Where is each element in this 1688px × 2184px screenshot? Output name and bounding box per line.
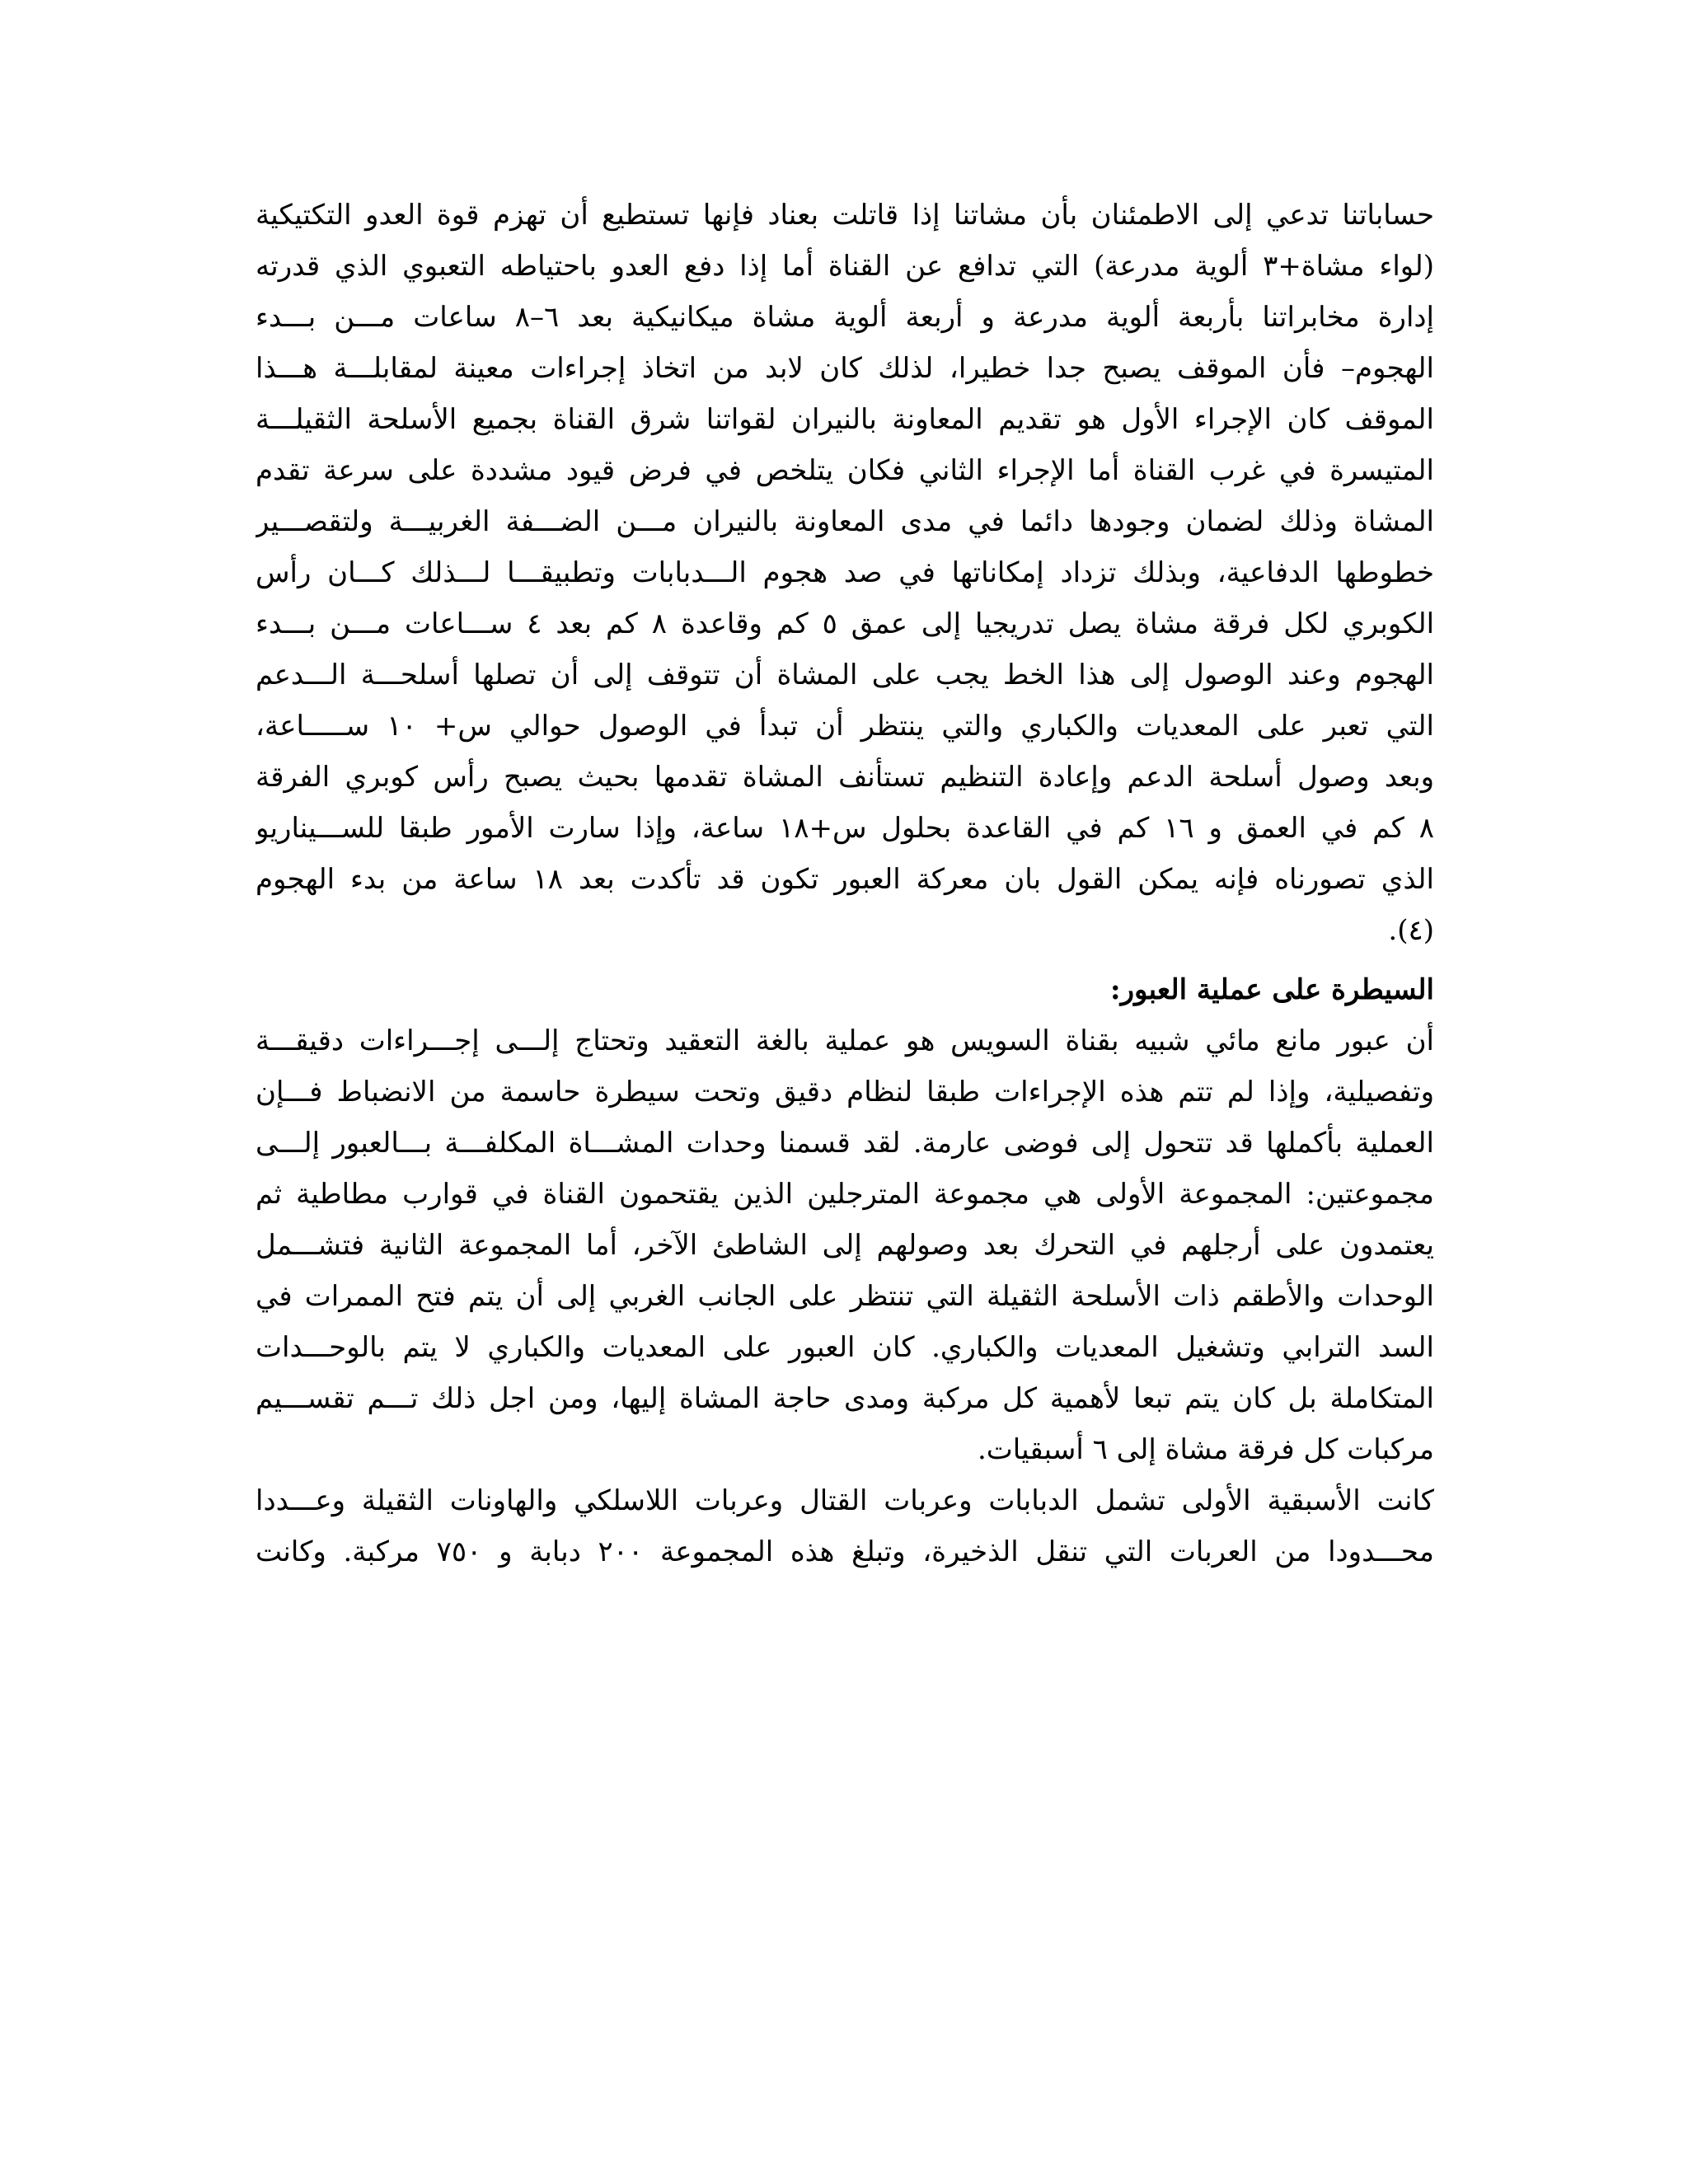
text-line: (لواء مشاة+٣ ألوية مدرعة) التي تدافع عن القناة أما إذا دفع العدو باحتياطه التعبوي الذي قدرته	[256, 250, 1434, 283]
section-heading: السيطرة على عملية العبور:	[1110, 973, 1434, 1006]
text-line: المشاة وذلك لضمان وجودها دائما في مدى المعاونة بالنيران مـــن الضـــفة الغربيـــة ولتقصـــير	[256, 505, 1434, 538]
text-line: التي تعبر على المعديات والكباري والتي ينتظر أن تبدأ في الوصول حوالي س+ ١٠ ســـــاعة،	[256, 710, 1434, 743]
text-line: الهجوم وعند الوصول إلى هذا الخط يجب على المشاة أن تتوقف إلى أن تصلها أسلحـــة الـــدعم	[256, 658, 1434, 691]
text-line: إدارة مخابراتنا بأربعة ألوية مدرعة و أربعة ألوية مشاة ميكانيكية بعد ٦–٨ ساعات مـــن بـــدء	[256, 301, 1434, 334]
text-line: المتيسرة في غرب القناة أما الإجراء الثاني فكان يتلخص في فرض قيود مشددة على سرعة تقدم	[256, 454, 1434, 487]
text-line: السد الترابي وتشغيل المعديات والكباري. كان العبور على المعديات والكباري لا يتم بالوحـــدات	[256, 1331, 1434, 1364]
text-line: الكوبري لكل فرقة مشاة يصل تدريجيا إلى عمق ٥ كم وقاعدة ٨ كم بعد ٤ ســـاعات مـــن بـــدء	[256, 607, 1434, 640]
paragraph-crossing-control	[256, 1015, 1434, 1475]
text-line: العملية بأكملها قد تتحول إلى فوضى عارمة. لقد قسمنا وحدات المشـــاة المكلفـــة بـــالعبور إلـــى	[256, 1127, 1434, 1160]
document-body	[256, 190, 1434, 1577]
text-line: ٨ كم في العمق و ١٦ كم في القاعدة بحلول س+١٨ ساعة، وإذا سارت الأمور طبقا للســـيناريو	[256, 812, 1434, 845]
text-line: حساباتنا تدعي إلى الاطمئنان بأن مشاتنا إذا قاتلت بعناد فإنها تستطيع أن تهزم قوة العدو التكتيكية	[256, 199, 1434, 232]
text-line: كانت الأسبقية الأولى تشمل الدبابات وعربات القتال وعربات اللاسلكي والهاونات الثقيلة وعـــددا	[256, 1484, 1434, 1517]
text-line: مجموعتين: المجموعة الأولى هي مجموعة المترجلين الذين يقتحمون القناة في قوارب مطاطية ثم	[256, 1178, 1434, 1211]
text-line: يعتمدون على أرجلهم في التحرك بعد وصولهم إلى الشاطئ الآخر، أما المجموعة الثانية فتشـــمل	[256, 1229, 1434, 1262]
text-line: الهجوم– فأن الموقف يصبح جدا خطيرا، لذلك كان لابد من اتخاذ إجراءات معينة لمقابلـــة هـــذا	[256, 352, 1434, 385]
text-line: المتكاملة بل كان يتم تبعا لأهمية كل مركبة ومدى حاجة المشاة إليها، ومن اجل ذلك تـــم تقســـيم	[256, 1382, 1434, 1415]
text-line: وتفصيلية، وإذا لم تتم هذه الإجراءات طبقا لنظام دقيق وتحت سيطرة حاسمة من الانضباط فـــإن	[256, 1076, 1434, 1108]
text-line: الوحدات والأطقم ذات الأسلحة الثقيلة التي تنتظر على الجانب الغربي إلى أن يتم فتح الممرات في	[256, 1280, 1434, 1313]
paragraph-first-priority	[256, 1475, 1434, 1577]
text-line: الموقف كان الإجراء الأول هو تقديم المعاونة بالنيران لقواتنا شرق القناة بجميع الأسلحة الثقيلـــة	[256, 403, 1434, 436]
text-line: مركبات كل فرقة مشاة إلى ٦ أسبقيات.	[977, 1433, 1434, 1466]
text-line: وبعد وصول أسلحة الدعم وإعادة التنظيم تستأنف المشاة تقدمها بحيث يصبح رأس كوبري الفرقة	[256, 761, 1434, 794]
text-line: الذي تصورناه فإنه يمكن القول بان معركة العبور تكون قد تأكدت بعد ١٨ ساعة من بدء الهجوم	[256, 863, 1434, 896]
text-line: أن عبور مانع مائي شبيه بقناة السويس هو عملية بالغة التعقيد وتحتاج إلـــى إجـــراءات دقيقـــة	[256, 1024, 1434, 1057]
footnote-reference: (٤).	[1388, 914, 1434, 947]
text-line: خطوطها الدفاعية، وبذلك تزداد إمكاناتها في صد هجوم الـــدبابات وتطبيقـــا لـــذلك كـــان رأس	[256, 556, 1434, 589]
paragraph-forces-estimate	[256, 190, 1434, 956]
text-line: محـــدودا من العربات التي تنقل الذخيرة، وتبلغ هذه المجموعة ٢٠٠ دبابة و ٧٥٠ مركبة. وكانت	[256, 1535, 1434, 1568]
